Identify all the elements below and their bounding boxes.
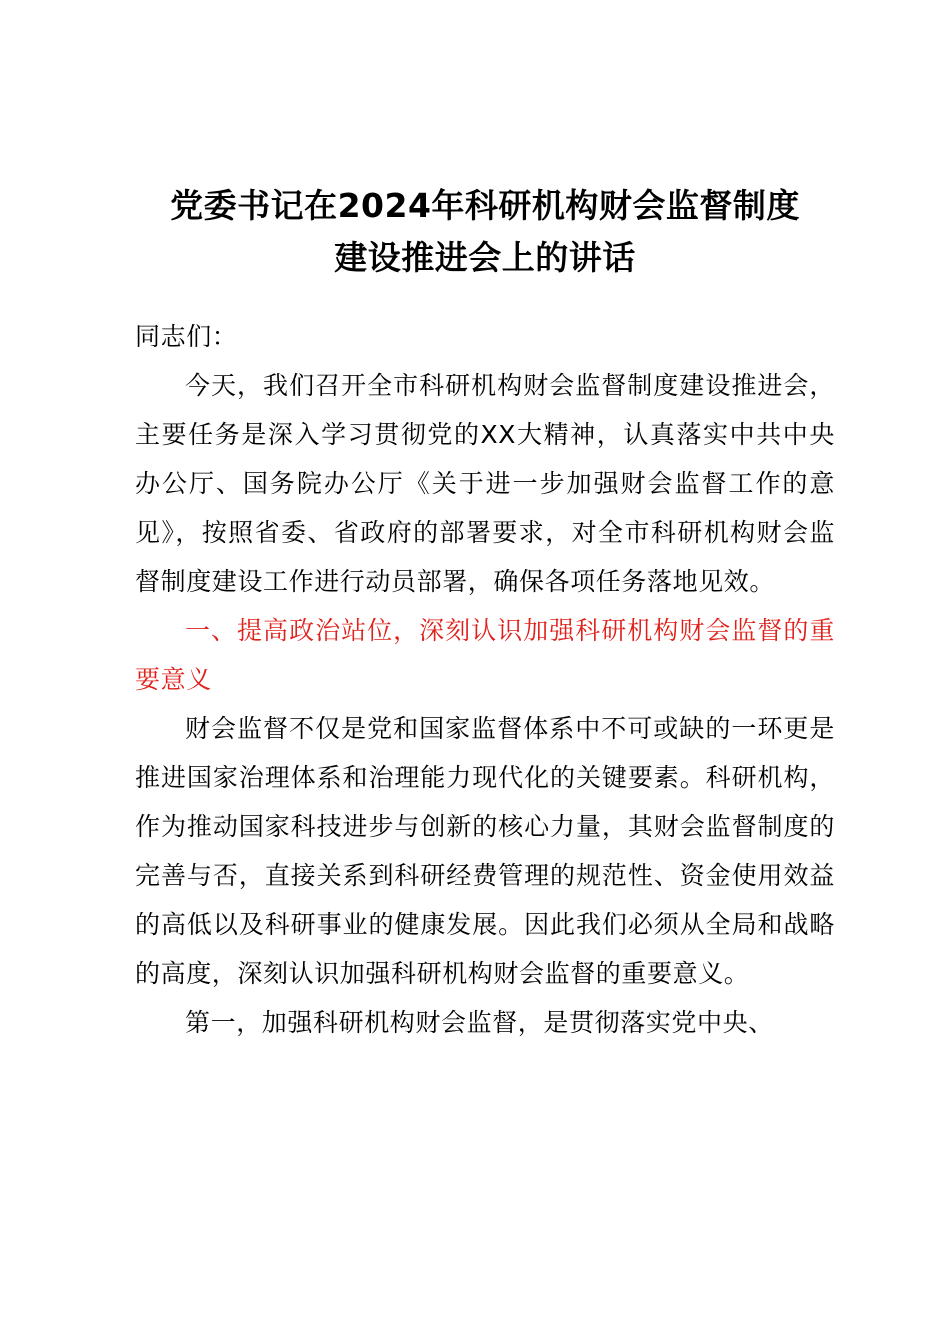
title-line-1: 党委书记在2024年科研机构财会监督制度 [170, 186, 800, 225]
section-heading-1: 一、提高政治站位，深刻认识加强科研机构财会监督的重要意义 [135, 616, 835, 694]
paragraph-intro: 今天，我们召开全市科研机构财会监督制度建设推进会，主要任务是深入学习贯彻党的XX大精神，认真落实中共中央办公厅、国务院办公厅《关于进一步加强财会监督工作的意见》，按照省委、省政府的部署要求，对全市科研机构财会监督制度建设工作进行动员部署，确保各项任务落地见效。 [135, 371, 835, 596]
document-title [135, 180, 835, 284]
title-line-2: 建设推进会上的讲话 [334, 238, 636, 277]
paragraph-significance: 财会监督不仅是党和国家监督体系中不可或缺的一环更是推进国家治理体系和治理能力现代化的关键要素。科研机构，作为推动国家科技进步与创新的核心力量，其财会监督制度的完善与否，直接关系到科研经费管理的规范性、资金使用效益的高低以及科研事业的健康发展。因此我们必须从全局和战略的高度，深刻认识加强科研机构财会监督的重要意义。 [135, 714, 835, 988]
document-body [135, 312, 835, 1047]
document-page [135, 180, 835, 1047]
paragraph-first-point: 第一，加强科研机构财会监督，是贯彻落实党中央、 [185, 1008, 774, 1037]
salutation: 同志们： [135, 322, 238, 351]
